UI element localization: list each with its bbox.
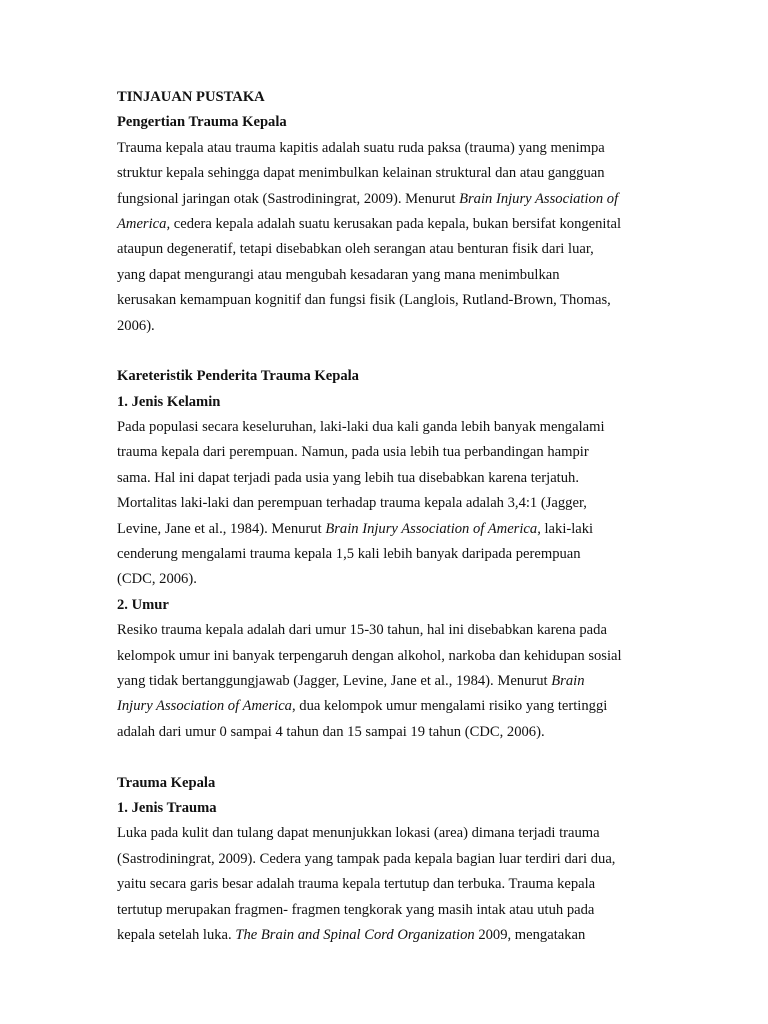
text-run: 2009, mengatakan (474, 926, 586, 943)
paragraph-line: Resiko trauma kepala adalah dari umur 15-30 tahun, hal ini disebabkan karena pada (117, 622, 607, 639)
paragraph-line: adalah dari umur 0 sampai 4 tahun dan 15 sampai 19 tahun (CDC, 2006). (117, 723, 545, 740)
subheading-jenis-trauma: 1. Jenis Trauma (117, 799, 217, 816)
paragraph-line: 2006). (117, 317, 155, 334)
text-run: cedera kepala adalah suatu kerusakan pada kepala, bukan bersifat kongenital (170, 215, 622, 232)
italic-run: The Brain and Spinal Cord Organization (235, 926, 475, 943)
paragraph-line: trauma kepala dari perempuan. Namun, pada usia lebih tua perbandingan hampir (117, 444, 589, 461)
section-heading-karakteristik: Kareteristik Penderita Trauma Kepala (117, 368, 359, 385)
paragraph-line: ataupun degeneratif, tetapi disebabkan oleh serangan atau benturan fisik dari luar, (117, 241, 594, 258)
paragraph-line (117, 923, 668, 948)
subheading-umur: 2. Umur (117, 596, 169, 613)
paragraph-line: struktur kepala sehingga dapat menimbulkan kelainan struktural dan atau gangguan (117, 165, 605, 182)
text-run: yang tidak bertanggungjawab (Jagger, Levine, Jane et al., 1984). Menurut (117, 672, 552, 689)
text-run: , dua kelompok umur mengalami risiko yang tertinggi (291, 698, 608, 715)
paragraph-line: yang dapat mengurangi atau mengubah kesadaran yang mana menimbulkan (117, 266, 560, 283)
paragraph-line: yaitu secara garis besar adalah trauma kepala tertutup dan terbuka. Trauma kepala (117, 876, 596, 893)
paragraph-line: kerusakan kemampuan kognitif dan fungsi fisik (Langlois, Rutland-Brown, Thomas, (117, 292, 611, 309)
italic-run: Brain Injury Association of America (325, 520, 538, 537)
italic-run: Brain Injury Association of (459, 190, 619, 207)
section-gap (117, 745, 668, 770)
paragraph-line: sama. Hal ini dapat terjadi pada usia yang lebih tua disebabkan karena terjatuh. (117, 469, 579, 486)
text-run: fungsional jaringan otak (Sastrodiningrat, 2009). Menurut (117, 190, 460, 207)
paragraph-umur (117, 618, 668, 745)
paragraph-line: Pada populasi secara keseluruhan, laki-laki dua kali ganda lebih banyak mengalami (117, 419, 605, 436)
text-run: , laki-laki (537, 520, 594, 537)
italic-run: America, (117, 215, 171, 232)
italic-run: Injury Association of America (117, 698, 292, 715)
paragraph-jenis-trauma (117, 821, 668, 948)
paragraph-line: Trauma kepala atau trauma kapitis adalah suatu ruda paksa (trauma) yang menimpa (117, 139, 605, 156)
section-heading-pengertian: Pengertian Trauma Kepala (117, 114, 287, 131)
paragraph-line: Mortalitas laki-laki dan perempuan terhadap trauma kepala adalah 3,4:1 (Jagger, (117, 495, 587, 512)
paragraph-line: cenderung mengalami trauma kepala 1,5 kali lebih banyak daripada perempuan (117, 546, 581, 563)
paragraph-line: (CDC, 2006). (117, 571, 197, 588)
paragraph-pengertian (117, 136, 668, 339)
section-gap (117, 339, 668, 364)
paragraph-line: (Sastrodiningrat, 2009). Cedera yang tampak pada kepala bagian luar terdiri dari dua, (117, 850, 616, 867)
document-title: TINJAUAN PUSTAKA (117, 89, 265, 105)
paragraph-line: kelompok umur ini banyak terpengaruh dengan alkohol, narkoba dan kehidupan sosial (117, 647, 622, 664)
paragraph-line (117, 212, 668, 237)
text-run: Levine, Jane et al., 1984). Menurut (117, 520, 326, 537)
section-heading-trauma-kepala: Trauma Kepala (117, 774, 216, 791)
paragraph-line (117, 669, 668, 694)
paragraph-line (117, 187, 668, 212)
paragraph-line: tertutup merupakan fragmen- fragmen tengkorak yang masih intak atau utuh pada (117, 901, 595, 918)
paragraph-line: Luka pada kulit dan tulang dapat menunjukkan lokasi (area) dimana terjadi trauma (117, 825, 600, 842)
paragraph-line (117, 694, 668, 719)
paragraph-line (117, 517, 668, 542)
paragraph-jenis-kelamin (117, 415, 668, 593)
text-run: kepala setelah luka. (117, 926, 236, 943)
italic-run: Brain (551, 672, 585, 689)
subheading-jenis-kelamin: 1. Jenis Kelamin (117, 393, 221, 410)
